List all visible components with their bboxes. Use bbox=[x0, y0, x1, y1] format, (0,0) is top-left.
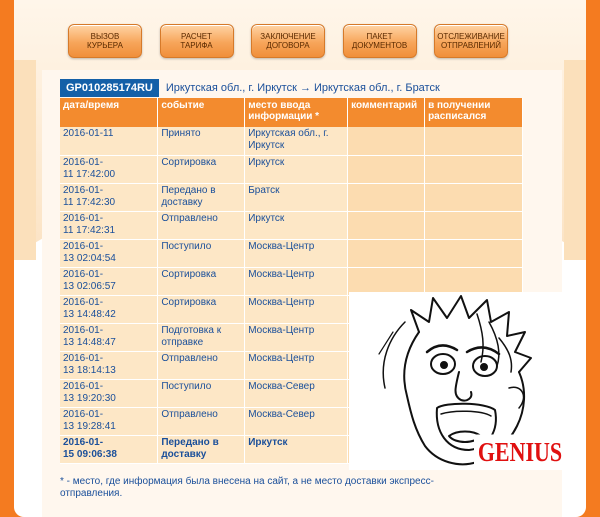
cell-event: Отправлено bbox=[158, 407, 245, 435]
cell-datetime bbox=[60, 267, 158, 295]
cell-time: 13 14:48:42 bbox=[63, 308, 116, 320]
cell-place: Москва-Центр bbox=[245, 323, 348, 351]
cell-event: Принято bbox=[158, 127, 245, 155]
cell-place: Москва-Север bbox=[245, 407, 348, 435]
cell-datetime bbox=[60, 351, 158, 379]
table-row bbox=[60, 127, 523, 155]
cell-comment bbox=[348, 211, 425, 239]
table-row bbox=[60, 211, 523, 239]
cell-time: 13 02:06:57 bbox=[63, 280, 116, 292]
cell-comment bbox=[348, 239, 425, 267]
cell-time: 13 14:48:47 bbox=[63, 336, 116, 348]
cell-date: 2016-01- bbox=[63, 184, 104, 196]
cell-event: Сортировка bbox=[158, 155, 245, 183]
cell-comment bbox=[348, 183, 425, 211]
cell-event: Сортировка bbox=[158, 295, 245, 323]
cell-date: 2016-01-11 bbox=[63, 128, 114, 139]
cell-time: 13 02:04:54 bbox=[63, 252, 116, 264]
cell-event: Передано в доставку bbox=[158, 435, 245, 463]
table-row bbox=[60, 183, 523, 211]
cell-place: Иркутск bbox=[245, 155, 348, 183]
cell-place: Москва-Центр bbox=[245, 351, 348, 379]
nav-tracking-button[interactable]: ОТСЛЕЖИВАНИЕ ОТПРАВЛЕНИЙ bbox=[434, 24, 508, 58]
cell-event: Передано в доставку bbox=[158, 183, 245, 211]
nav-contract-button[interactable]: ЗАКЛЮЧЕНИЕ ДОГОВОРА bbox=[251, 24, 325, 58]
cell-place: Братск bbox=[245, 183, 348, 211]
table-row bbox=[60, 155, 523, 183]
cell-datetime bbox=[60, 323, 158, 351]
cell-time: 11 17:42:00 bbox=[63, 168, 116, 180]
cell-event: Поступило bbox=[158, 379, 245, 407]
cell-event: Отправлено bbox=[158, 211, 245, 239]
cell-event: Подготовка к отправке bbox=[158, 323, 245, 351]
cell-signed bbox=[425, 267, 523, 295]
table-row bbox=[60, 267, 523, 295]
cell-time: 15 09:06:38 bbox=[63, 448, 117, 460]
cell-comment bbox=[348, 127, 425, 155]
column-header-place: место ввода информации * bbox=[245, 98, 348, 127]
cell-date: 2016-01- bbox=[63, 268, 104, 280]
cell-date: 2016-01- bbox=[63, 408, 104, 420]
cell-date: 2016-01- bbox=[63, 156, 104, 168]
cell-place: Москва-Север bbox=[245, 379, 348, 407]
cell-date: 2016-01- bbox=[63, 240, 104, 252]
cell-signed bbox=[425, 211, 523, 239]
top-navigation bbox=[68, 24, 508, 58]
cell-signed bbox=[425, 239, 523, 267]
shipment-route: Иркутская обл., г. Иркутск → Иркутская обл., г. Братск bbox=[165, 82, 440, 94]
table-row bbox=[60, 239, 523, 267]
cell-place: Иркутск bbox=[245, 211, 348, 239]
genius-caption: GENIUS bbox=[474, 435, 566, 470]
envelope-right-edge bbox=[564, 60, 586, 260]
cell-date: 2016-01- bbox=[63, 436, 104, 448]
cell-date: 2016-01- bbox=[63, 296, 104, 308]
cell-datetime bbox=[60, 295, 158, 323]
cell-datetime bbox=[60, 239, 158, 267]
cell-datetime bbox=[60, 127, 158, 155]
cell-datetime bbox=[60, 379, 158, 407]
cell-datetime bbox=[60, 211, 158, 239]
cell-date: 2016-01- bbox=[63, 212, 104, 224]
cell-place: Москва-Центр bbox=[245, 239, 348, 267]
nav-call-courier-button[interactable]: ВЫЗОВ КУРЬЕРА bbox=[68, 24, 142, 58]
cell-comment bbox=[348, 267, 425, 295]
cell-time: 11 17:42:30 bbox=[63, 196, 116, 208]
cell-event: Поступило bbox=[158, 239, 245, 267]
cell-datetime bbox=[60, 435, 158, 463]
cell-time: 13 18:14:13 bbox=[63, 364, 116, 376]
cell-place: Москва-Центр bbox=[245, 267, 348, 295]
nav-documents-button[interactable]: ПАКЕТ ДОКУМЕНТОВ bbox=[343, 24, 417, 58]
cell-signed bbox=[425, 127, 523, 155]
envelope-left-edge bbox=[14, 60, 36, 260]
meme-image bbox=[349, 292, 585, 470]
column-header-datetime: дата/время bbox=[60, 98, 158, 127]
table-header-row bbox=[60, 98, 523, 127]
cell-time: 13 19:20:30 bbox=[63, 392, 116, 404]
cell-signed bbox=[425, 155, 523, 183]
cell-place: Москва-Центр bbox=[245, 295, 348, 323]
cell-date: 2016-01- bbox=[63, 324, 104, 336]
cell-date: 2016-01- bbox=[63, 352, 104, 364]
cell-signed bbox=[425, 183, 523, 211]
cell-datetime bbox=[60, 155, 158, 183]
cell-event: Отправлено bbox=[158, 351, 245, 379]
cell-place: Иркутск bbox=[245, 435, 348, 463]
cell-time: 11 17:42:31 bbox=[63, 224, 116, 236]
cell-time: 13 19:28:41 bbox=[63, 420, 116, 432]
cell-place: Иркутская обл., г. Иркутск bbox=[245, 127, 348, 155]
cell-comment bbox=[348, 155, 425, 183]
cell-datetime bbox=[60, 407, 158, 435]
column-header-signed: в получении расписался bbox=[425, 98, 523, 127]
cell-event: Сортировка bbox=[158, 267, 245, 295]
column-header-comment: комментарий bbox=[348, 98, 425, 127]
shipment-header bbox=[60, 79, 440, 97]
tracking-number: GP010285174RU bbox=[60, 79, 159, 97]
footnote: * - место, где информация была внесена на сайт, а не место доставки экспресс-отправления. bbox=[60, 476, 434, 499]
cell-date: 2016-01- bbox=[63, 380, 104, 392]
nav-tariff-calc-button[interactable]: РАСЧЕТ ТАРИФА bbox=[160, 24, 234, 58]
column-header-event: событие bbox=[158, 98, 245, 127]
cell-datetime bbox=[60, 183, 158, 211]
